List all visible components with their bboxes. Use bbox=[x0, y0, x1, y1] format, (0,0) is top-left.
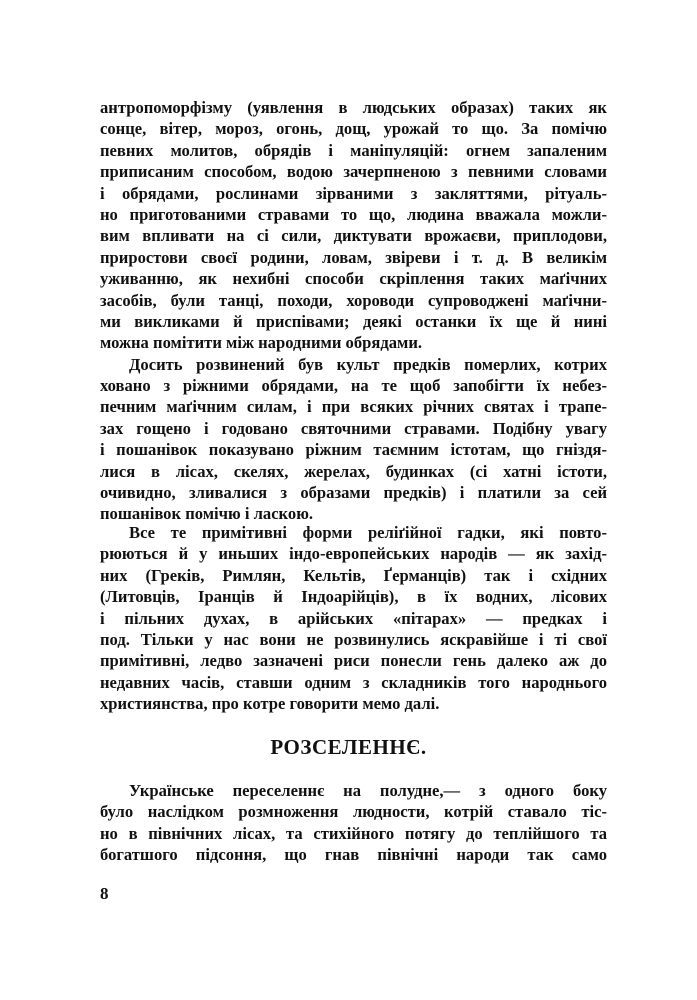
text-line: і пільних духах, в арійських «пітарах» — предках і bbox=[100, 608, 607, 628]
text-line: лися в лісах, скелях, жерелах, будинках (сі хатні істоти, bbox=[100, 461, 607, 481]
text-line: зах гощено і годовано святочними стравами. Подібну увагу bbox=[100, 418, 607, 438]
text-line: ховано з ріжними обрядами, на те щоб запобігти їх небез- bbox=[100, 376, 607, 396]
body-text-continued bbox=[100, 522, 607, 715]
paragraph-first-line: Українське переселеннє на полудне,— з одного боку bbox=[129, 781, 607, 800]
text-line: недавних часів, ставши одним з складників того народнього bbox=[100, 672, 607, 692]
paragraph-first-line: Все те примітивні форми реліґійної гадки, які повто- bbox=[129, 523, 607, 542]
text-line: приписаним способом, водою зачерпненою з певними словами bbox=[100, 162, 607, 182]
body-text bbox=[100, 97, 607, 525]
text-line: (Литовців, Іранців й Індоарійців), в їх водних, лісових bbox=[100, 587, 607, 607]
text-line: певних молитов, обрядів і маніпуляцій: огнем запаленим bbox=[100, 140, 607, 160]
text-line: них (Греків, Римлян, Кельтів, Ґерманців) так і східних bbox=[100, 565, 607, 585]
text-line: пошанівок помічю і ласкою. bbox=[100, 504, 314, 524]
text-line: сонце, вітер, мороз, огонь, дощ, урожай то що. За помічю bbox=[100, 119, 607, 139]
text-line: засобів, були танці, походи, хороводи супроводжені маґічни- bbox=[100, 290, 607, 310]
text-line: рюються й у иньших індо-европейських народів — як захід- bbox=[100, 544, 607, 564]
text-line: под. Тільки у нас вони не розвинулись яскравійше і ті свої bbox=[100, 629, 607, 649]
section-heading: РОЗСЕЛЕННЄ. bbox=[270, 735, 427, 759]
text-line: примітивні, ледво зазначені риси понесли гень далеко аж до bbox=[100, 651, 607, 671]
text-line: приростови своєї родини, ловам, звіреви і т. д. В великім bbox=[100, 247, 607, 267]
text-line: християнства, про котре говорити мемо далі. bbox=[100, 694, 440, 714]
text-line: вим впливати на сі сили, диктувати врожаєви, приплодови, bbox=[100, 226, 607, 246]
text-line: і обрядами, рослинами зірваними з закляттями, рітуаль- bbox=[100, 183, 607, 203]
text-line: антропоморфізму (уявлення в людських образах) таких як bbox=[100, 98, 607, 117]
section-text bbox=[100, 780, 607, 866]
text-line: печним маґічним силам, і при всяких річних святах і трапе- bbox=[100, 397, 607, 417]
text-line: можна помітити між народними обрядами. bbox=[100, 333, 423, 353]
text-line: уживанню, як нехибні способи скріплення таких маґічних bbox=[100, 269, 607, 289]
text-line: богатшого підсоння, що гнав північні народи так само bbox=[100, 845, 607, 865]
text-line: було наслідком розмноження людности, котрій ставало тіс- bbox=[100, 802, 607, 822]
text-line: но в північних лісах, та стихійного потягу до теплійшого та bbox=[100, 823, 607, 843]
text-line: но приготованими стравами то що, людина вважала можли- bbox=[100, 204, 607, 224]
text-line: і пошанівок показувано ріжним таємним істотам, що гніздя- bbox=[100, 440, 607, 460]
text-line: очивидно, зливалися з образами предків) і платили за сей bbox=[100, 483, 607, 503]
paragraph-first-line: Досить розвинений був культ предків померлих, котрих bbox=[129, 354, 607, 374]
page-number: 8 bbox=[100, 884, 109, 903]
text-line: ми викликами й приспівами; деякі останки їх ще й нині bbox=[100, 311, 607, 331]
